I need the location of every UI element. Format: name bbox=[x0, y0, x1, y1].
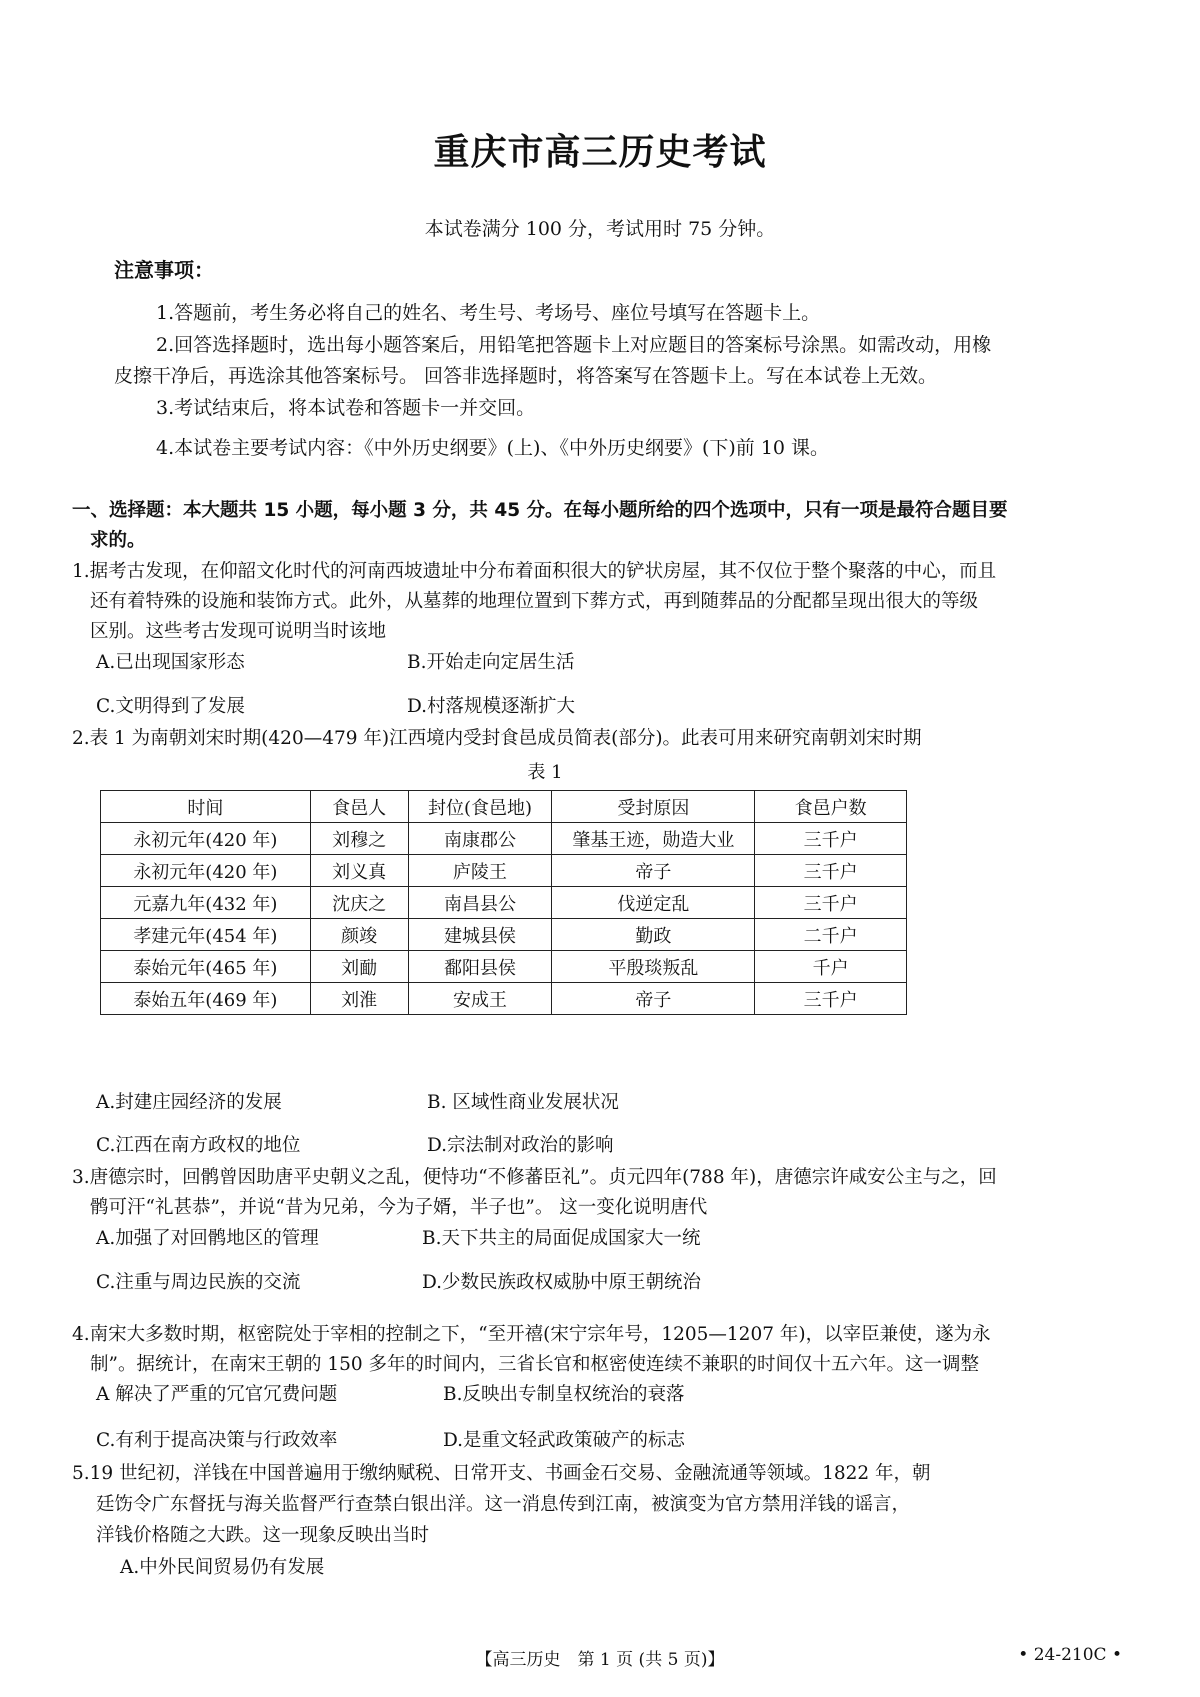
question-4-option-d[interactable]: D.是重文轻武政策破产的标志 bbox=[443, 1430, 686, 1451]
table-cell: 安成王 bbox=[408, 983, 552, 1015]
question-5-option-a[interactable]: A.中外民间贸易仍有发展 bbox=[120, 1557, 325, 1578]
table-cell: 刘义真 bbox=[310, 855, 408, 887]
notice-heading: 注意事项： bbox=[114, 258, 214, 282]
table-cell: 永初元年(420 年) bbox=[101, 855, 311, 887]
question-4-option-b[interactable]: B.反映出专制皇权统治的衰落 bbox=[443, 1384, 685, 1405]
table-header: 受封原因 bbox=[552, 791, 755, 823]
notice-line: 2.回答选择题时，选出每小题答案后，用铅笔把答题卡上对应题目的答案标号涂黑。如需改动，用橡 bbox=[156, 334, 992, 356]
question-2-option-b[interactable]: B. 区域性商业发展状况 bbox=[427, 1092, 619, 1113]
question-1-option-b[interactable]: B.开始走向定居生活 bbox=[407, 652, 575, 673]
question-5-stem: 洋钱价格随之大跌。这一现象反映出当时 bbox=[96, 1525, 430, 1546]
section-heading-cont: 求的。 bbox=[90, 530, 146, 551]
table-cell: 建城县侯 bbox=[408, 919, 552, 951]
question-1-option-c[interactable]: C.文明得到了发展 bbox=[96, 696, 245, 717]
table-cell: 孝建元年(454 年) bbox=[101, 919, 311, 951]
section-heading: 一、选择题：本大题共 15 小题，每小题 3 分，共 45 分。在每小题所给的四个选项中，只有一项是最符合题目要 bbox=[72, 500, 1008, 521]
table-row bbox=[101, 887, 907, 919]
table-cell: 庐陵王 bbox=[408, 855, 552, 887]
table-cell: 泰始元年(465 年) bbox=[101, 951, 311, 983]
question-4-stem: 制”。据统计，在南宋王朝的 150 多年的时间内，三省长官和枢密使连续不兼职的时间仅十五六年。这一调整 bbox=[90, 1354, 980, 1375]
table-cell: 肇基王迹，勋造大业 bbox=[552, 823, 755, 855]
question-2-option-a[interactable]: A.封建庄园经济的发展 bbox=[96, 1092, 282, 1113]
notice-line: 4.本试卷主要考试内容：《中外历史纲要》(上)、《中外历史纲要》(下)前 10 课。 bbox=[156, 437, 830, 459]
table-cell: 千户 bbox=[755, 951, 907, 983]
table-cell: 帝子 bbox=[552, 855, 755, 887]
question-2-option-d[interactable]: D.宗法制对政治的影响 bbox=[427, 1135, 614, 1156]
table-header: 食邑户数 bbox=[755, 791, 907, 823]
paper-code: • 24-210C • bbox=[1018, 1645, 1122, 1665]
table-cell: 刘淮 bbox=[310, 983, 408, 1015]
table-cell: 帝子 bbox=[552, 983, 755, 1015]
notice-line: 3.考试结束后，将本试卷和答题卡一并交回。 bbox=[156, 397, 536, 419]
table-cell: 刘穆之 bbox=[310, 823, 408, 855]
question-3-option-c[interactable]: C.注重与周边民族的交流 bbox=[96, 1272, 301, 1293]
table-cell: 南昌县公 bbox=[408, 887, 552, 919]
table-header: 食邑人 bbox=[310, 791, 408, 823]
question-3-stem: 3.唐德宗时，回鹘曾因助唐平史朝义之乱，便恃功“不修蕃臣礼”。贞元四年(788 年)，唐德宗许咸安公主与之，回 bbox=[72, 1167, 997, 1188]
table-cell: 平殷琰叛乱 bbox=[552, 951, 755, 983]
table-cell: 三千户 bbox=[755, 887, 907, 919]
table-cell: 二千户 bbox=[755, 919, 907, 951]
question-2-stem: 2.表 1 为南朝刘宋时期(420—479 年)江西境内受封食邑成员简表(部分)。此表可用来研究南朝刘宋时期 bbox=[72, 728, 922, 749]
notice-line: 皮擦干净后，再选涂其他答案标号。 回答非选择题时，将答案写在答题卡上。写在本试卷上无效。 bbox=[114, 365, 938, 387]
question-5-stem: 廷饬令广东督抚与海关监督严行查禁白银出洋。这一消息传到江南，被演变为官方禁用洋钱的谣言， bbox=[96, 1494, 911, 1515]
question-1-stem: 1.据考古发现，在仰韶文化时代的河南西坡遗址中分布着面积很大的铲状房屋，其不仅位于整个聚落的中心，而且 bbox=[72, 561, 997, 582]
question-3-option-a[interactable]: A.加强了对回鹘地区的管理 bbox=[96, 1228, 319, 1249]
question-5-stem: 5.19 世纪初，洋钱在中国普遍用于缴纳赋税、日常开支、书画金石交易、金融流通等领域。1822 年，朝 bbox=[72, 1463, 931, 1484]
question-3-stem: 鹘可汗“礼甚恭”，并说“昔为兄弟，今为子婿，半子也”。 这一变化说明唐代 bbox=[90, 1197, 708, 1218]
question-4-option-c[interactable]: C.有利于提高决策与行政效率 bbox=[96, 1430, 338, 1451]
table-cell: 三千户 bbox=[755, 855, 907, 887]
question-1-option-a[interactable]: A.已出现国家形态 bbox=[96, 652, 245, 673]
table-cell: 鄱阳县侯 bbox=[408, 951, 552, 983]
question-1-stem: 还有着特殊的设施和装饰方式。此外，从墓葬的地理位置到下葬方式，再到随葬品的分配都呈现出很大的等级 bbox=[90, 591, 979, 612]
fief-table bbox=[100, 790, 907, 1015]
page-footer: 【高三历史 第 1 页 (共 5 页)】 bbox=[475, 1650, 725, 1670]
table-cell: 南康郡公 bbox=[408, 823, 552, 855]
question-2-option-c[interactable]: C.江西在南方政权的地位 bbox=[96, 1135, 301, 1156]
table-cell: 三千户 bbox=[755, 983, 907, 1015]
table-cell: 颜竣 bbox=[310, 919, 408, 951]
table-row bbox=[101, 823, 907, 855]
question-3-option-d[interactable]: D.少数民族政权威胁中原王朝统治 bbox=[422, 1272, 702, 1293]
table-cell: 永初元年(420 年) bbox=[101, 823, 311, 855]
table-cell: 勤政 bbox=[552, 919, 755, 951]
table-header-row bbox=[101, 791, 907, 823]
table-caption: 表 1 bbox=[527, 762, 563, 783]
question-4-option-a[interactable]: A 解决了严重的冗官冗费问题 bbox=[96, 1384, 338, 1405]
question-1-stem: 区别。这些考古发现可说明当时该地 bbox=[90, 621, 387, 642]
table-header: 时间 bbox=[101, 791, 311, 823]
notice-line: 1.答题前，考生务必将自己的姓名、考生号、考场号、座位号填写在答题卡上。 bbox=[156, 302, 821, 324]
question-4-stem: 4.南宋大多数时期，枢密院处于宰相的控制之下，“至开禧(宋宁宗年号，1205—1207 年)，以宰臣兼使，遂为永 bbox=[72, 1324, 991, 1345]
table-cell: 沈庆之 bbox=[310, 887, 408, 919]
table-cell: 泰始五年(469 年) bbox=[101, 983, 311, 1015]
table-cell: 伐逆定乱 bbox=[552, 887, 755, 919]
table-row bbox=[101, 919, 907, 951]
table-header: 封位(食邑地) bbox=[408, 791, 552, 823]
exam-subtitle: 本试卷满分 100 分，考试用时 75 分钟。 bbox=[424, 218, 776, 240]
table-cell: 元嘉九年(432 年) bbox=[101, 887, 311, 919]
table-row bbox=[101, 951, 907, 983]
exam-title: 重庆市高三历史考试 bbox=[433, 132, 767, 173]
question-3-option-b[interactable]: B.天下共主的局面促成国家大一统 bbox=[422, 1228, 701, 1249]
table-cell: 刘勔 bbox=[310, 951, 408, 983]
question-1-option-d[interactable]: D.村落规模逐渐扩大 bbox=[407, 696, 576, 717]
table-cell: 三千户 bbox=[755, 823, 907, 855]
table-row bbox=[101, 983, 907, 1015]
table-row bbox=[101, 855, 907, 887]
